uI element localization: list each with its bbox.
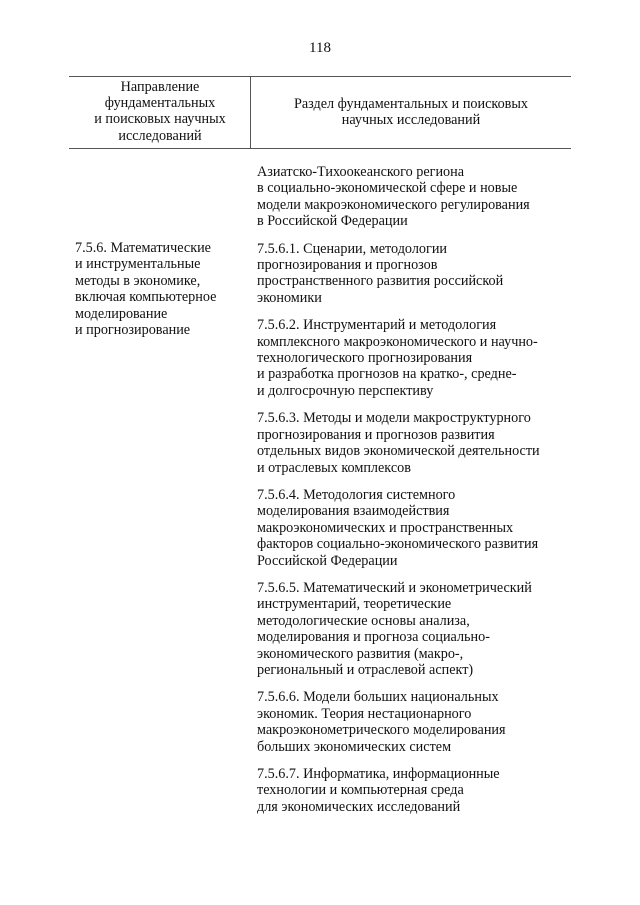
table-top-rule [69,76,571,77]
section-entry-7-5-6-6 [257,689,571,755]
section-entry-7-5-6-4 [257,487,571,569]
section-entry-7-5-6-2 [257,317,571,399]
section-line: региональный и отраслевой аспект) [257,661,474,678]
header-line: исследований [118,127,202,144]
section-line: экономики [257,289,322,306]
section-line: больших экономических систем [257,738,452,755]
header-section [251,96,571,128]
section-line: модели макроэкономического регулирования [257,196,530,213]
direction-line: и прогнозирование [75,322,191,339]
section-line: инструментарий, теоретические [257,596,452,613]
section-line: 7.5.6.3. Методы и модели макроструктурного [257,410,531,427]
section-line: прогнозирования и прогнозов [257,257,438,274]
section-line: Азиатско-Тихоокеанского региона [257,164,465,180]
header-line: научных исследований [341,112,481,129]
section-line: технологии и компьютерная среда [257,782,464,799]
section-entry-continuation [257,164,571,230]
header-direction [70,79,250,144]
section-line: комплексного макроэкономического и научно- [257,333,538,350]
section-line: макроэкономических и пространственных [257,519,514,536]
header-line: фундаментальных [104,95,216,112]
section-line: в Российской Федерации [257,213,408,230]
section-line: макроэконометрического моделирования [257,722,506,739]
section-entry-7-5-6-7 [257,766,571,815]
section-line: прогнозирования и прогнозов развития [257,426,495,443]
direction-cell [75,240,245,338]
section-line: 7.5.6.6. Модели больших национальных [257,689,499,706]
section-line: отдельных видов экономической деятельности [257,443,540,460]
section-line: 7.5.6.1. Сценарии, методологии [257,240,447,257]
section-line: экономик. Теория нестационарного [257,705,472,722]
section-line: 7.5.6.5. Математический и эконометрический [257,579,532,596]
section-line: и отраслевых комплексов [257,459,411,476]
header-line: и поисковых научных [94,111,226,128]
direction-line: включая компьютерное [75,289,217,306]
section-line: и долгосрочную перспективу [257,382,434,399]
section-entry-7-5-6-5 [257,580,571,678]
section-line: для экономических исследований [257,798,461,815]
page-number: 118 [309,40,331,56]
section-line: факторов социально-экономического развития [257,536,539,553]
section-entry-7-5-6-3 [257,410,571,476]
section-line: методологические основы анализа, [257,612,470,629]
header-line: Направление [120,79,200,95]
section-line: 7.5.6.2. Инструментарий и методология [257,317,497,334]
sections-cell [257,164,571,826]
section-entry-7-5-6-1 [257,241,571,307]
direction-line: и инструментальные [75,256,201,273]
section-line: в социально-экономической сфере и новые [257,180,518,197]
section-line: технологического прогнозирования [257,350,473,367]
direction-line: моделирование [75,305,168,322]
section-line: и разработка прогнозов на кратко-, средне- [257,366,517,383]
section-line: 7.5.6.7. Информатика, информационные [257,766,500,782]
section-line: экономического развития (макро-, [257,645,464,662]
section-line: моделирования взаимодействия [257,503,450,520]
header-line: Раздел фундаментальных и поисковых [293,96,528,112]
section-line: 7.5.6.4. Методология системного [257,486,456,503]
section-line: пространственного развития российской [257,273,504,290]
section-line: моделирования и прогноза социально- [257,629,490,646]
direction-line: методы в экономике, [75,272,201,289]
direction-line: 7.5.6. Математические [75,240,211,256]
header-bottom-rule [69,148,571,149]
section-line: Российской Федерации [257,552,398,569]
